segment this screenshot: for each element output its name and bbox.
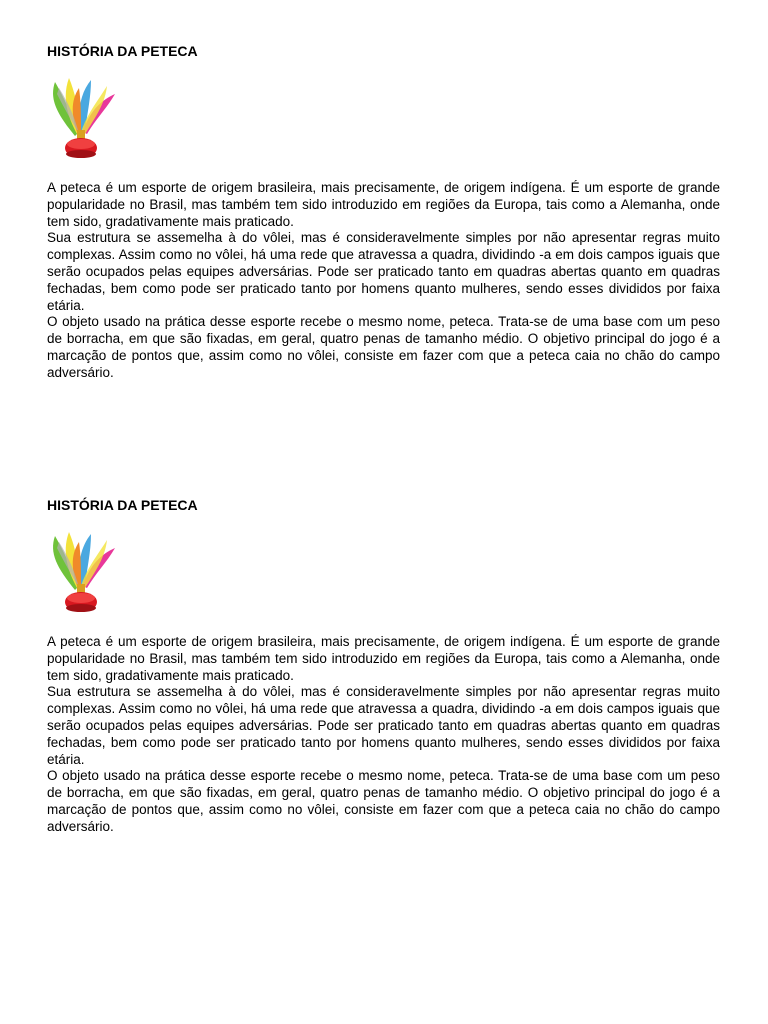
section-body xyxy=(47,634,720,836)
peteca-shuttlecock-icon xyxy=(47,528,123,620)
paragraph: A peteca é um esporte de origem brasileira, mais precisamente, de origem indígena. É um esporte de grande popularidade no Brasil, mas também tem sido introduzido em regiões da Europa, tais como a Alemanha, onde tem sido, gradativamente mais praticado. xyxy=(47,180,720,229)
peteca-image xyxy=(47,74,123,166)
section-title: HISTÓRIA DA PETECA xyxy=(47,497,198,513)
peteca-shuttlecock-icon xyxy=(47,74,123,166)
paragraph: O objeto usado na prática desse esporte recebe o mesmo nome, peteca. Trata-se de uma base com um peso de borracha, em que são fixadas, em geral, quatro penas de tamanho médio. O objetivo principal do jogo é a marcação de pontos que, assim como no vôlei, consiste em fazer com que a peteca caia no chão do campo adversário. xyxy=(47,768,720,834)
document-section xyxy=(47,497,720,836)
section-body xyxy=(47,180,720,382)
section-title: HISTÓRIA DA PETECA xyxy=(47,43,198,59)
peteca-image xyxy=(47,528,123,620)
paragraph: Sua estrutura se assemelha à do vôlei, mas é consideravelmente simples por não apresentar regras muito complexas. Assim como no vôlei, há uma rede que atravessa a quadra, dividindo -a em dois campos iguais que serão ocupados pelas equipes adversárias. Pode ser praticado tanto em quadras abertas quanto em quadras fechadas, bem como pode ser praticado tanto por homens quanto mulheres, sendo esses divididos por faixa etária. xyxy=(47,230,720,313)
document-section xyxy=(47,43,720,382)
paragraph: A peteca é um esporte de origem brasileira, mais precisamente, de origem indígena. É um esporte de grande popularidade no Brasil, mas também tem sido introduzido em regiões da Europa, tais como a Alemanha, onde tem sido, gradativamente mais praticado. xyxy=(47,634,720,683)
paragraph: Sua estrutura se assemelha à do vôlei, mas é consideravelmente simples por não apresentar regras muito complexas. Assim como no vôlei, há uma rede que atravessa a quadra, dividindo -a em dois campos iguais que serão ocupados pelas equipes adversárias. Pode ser praticado tanto em quadras abertas quanto em quadras fechadas, bem como pode ser praticado tanto por homens quanto mulheres, sendo esses divididos por faixa etária. xyxy=(47,684,720,767)
paragraph: O objeto usado na prática desse esporte recebe o mesmo nome, peteca. Trata-se de uma base com um peso de borracha, em que são fixadas, em geral, quatro penas de tamanho médio. O objetivo principal do jogo é a marcação de pontos que, assim como no vôlei, consiste em fazer com que a peteca caia no chão do campo adversário. xyxy=(47,314,720,380)
